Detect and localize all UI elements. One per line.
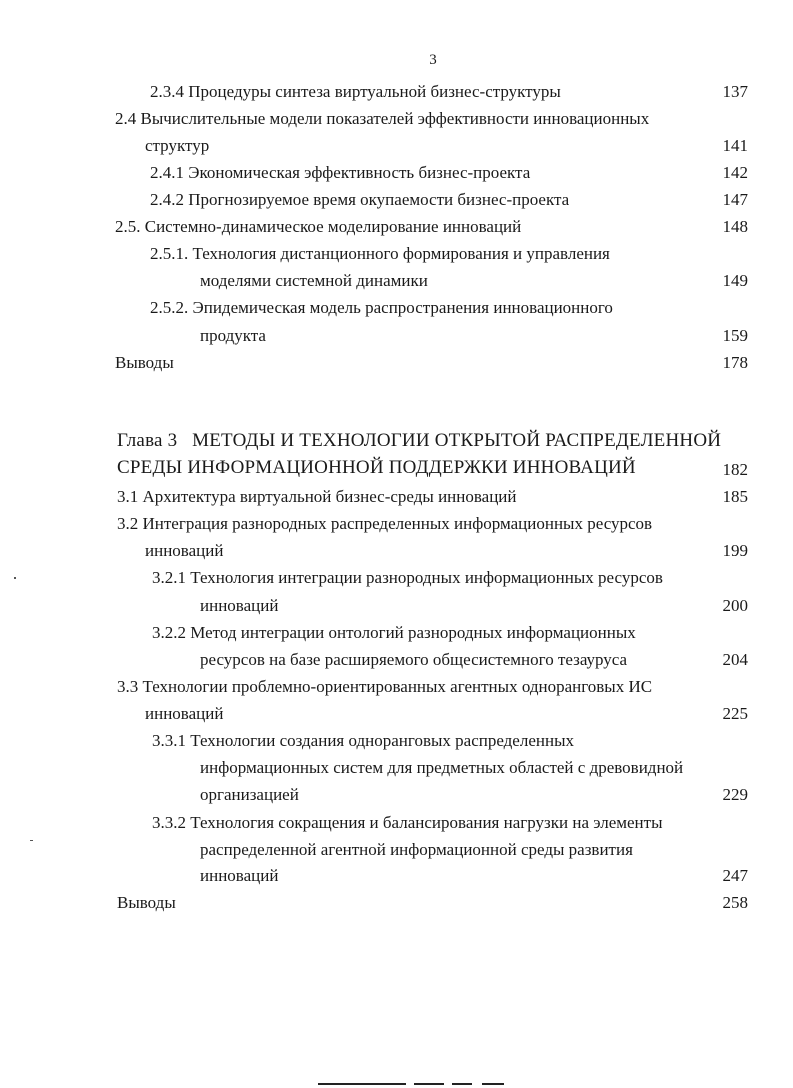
toc-entry-page: 204 (722, 650, 748, 669)
toc-entry-text: инноваций (145, 704, 224, 723)
toc-entry-page: 159 (722, 326, 748, 345)
toc-entry-text: инноваций (200, 866, 279, 885)
toc-entry-text: 3.3 Технологии проблемно-ориентированных агентных одноранговых ИС (117, 677, 653, 696)
scan-speck (14, 577, 16, 579)
toc-entry-text: 3.2.1 Технология интеграции разнородных информационных ресурсов (152, 568, 663, 587)
toc-entry-text: 2.4.2 Прогнозируемое время окупаемости бизнес-проекта (150, 190, 570, 209)
bottom-rule (318, 1083, 406, 1085)
toc-entry-text: Выводы (115, 353, 174, 372)
toc-entry-text: продукта (200, 326, 266, 345)
toc-entry-text: организацией (200, 785, 299, 804)
page-number: 3 (429, 52, 437, 68)
toc-entry-page: 149 (722, 271, 748, 290)
chapter-heading-page: 182 (722, 460, 748, 479)
toc-entry-page: 225 (722, 704, 748, 723)
toc-entry-text: 2.4.1 Экономическая эффективность бизнес-проекта (150, 163, 531, 182)
toc-entry-page: 141 (722, 136, 748, 155)
toc-entry-text: 3.2.2 Метод интеграции онтологий разнородных информационных (152, 623, 636, 642)
toc-entry-text: Выводы (117, 893, 176, 912)
toc-entry-text: информационных систем для предметных областей с древовидной (200, 758, 684, 777)
toc-entry-text: 2.3.4 Процедуры синтеза виртуальной бизнес-структуры (150, 82, 561, 101)
toc-entry-text: 2.5.1. Технология дистанционного формирования и управления (150, 244, 610, 263)
bottom-rule (482, 1083, 504, 1085)
toc-entry-text: 3.2 Интеграция разнородных распределенных информационных ресурсов (117, 514, 653, 533)
toc-entry-page: 137 (722, 82, 748, 101)
toc-entry-text: 2.5.2. Эпидемическая модель распространения инновационного (150, 298, 613, 317)
toc-entry-page: 229 (722, 785, 748, 804)
toc-entry-text: структур (145, 136, 210, 155)
toc-entry-text: инноваций (145, 541, 224, 560)
toc-entry-page: 178 (722, 353, 748, 372)
bottom-rule (414, 1083, 444, 1085)
toc-entry-text: 3.1 Архитектура виртуальной бизнес-среды инноваций (117, 487, 517, 506)
toc-entry-page: 258 (722, 893, 748, 912)
toc-entry-text: 3.3.2 Технология сокращения и балансирования нагрузки на элементы (152, 813, 663, 832)
toc-entry-text: 2.4 Вычислительные модели показателей эффективности инновационных (115, 109, 650, 128)
toc-entry-text: ресурсов на базе расширяемого общесистемного тезауруса (200, 650, 628, 669)
toc-entry-page: 247 (722, 866, 748, 885)
toc-entry-text: 2.5. Системно-динамическое моделирование инноваций (115, 217, 522, 236)
toc-entry-page: 147 (722, 190, 748, 209)
scan-speck (30, 840, 33, 841)
chapter-heading: СРЕДЫ ИНФОРМАЦИОННОЙ ПОДДЕРЖКИ ИННОВАЦИЙ (117, 457, 636, 478)
toc-entry-text: инноваций (200, 596, 279, 615)
toc-entry-page: 200 (722, 596, 748, 615)
toc-entry-text: 3.3.1 Технологии создания одноранговых распределенных (152, 731, 574, 750)
toc-entry-page: 142 (722, 163, 748, 182)
toc-entry-page: 199 (722, 541, 748, 560)
toc-entry-page: 185 (722, 487, 748, 506)
toc-entry-text: распределенной агентной информационной среды развития (200, 840, 633, 859)
chapter-heading: Глава 3 МЕТОДЫ И ТЕХНОЛОГИИ ОТКРЫТОЙ РАСПРЕДЕЛЕННОЙ (117, 430, 722, 451)
bottom-rule (452, 1083, 472, 1085)
toc-entry-text: моделями системной динамики (200, 271, 428, 290)
toc-entry-page: 148 (722, 217, 748, 236)
